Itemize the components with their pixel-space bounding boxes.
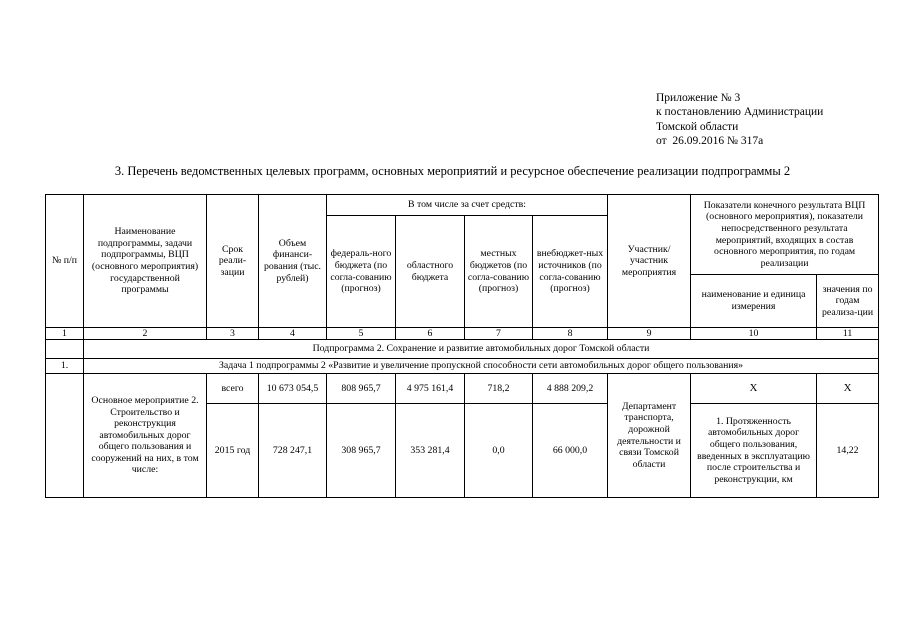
- row-federal: 808 965,7: [327, 374, 396, 404]
- appendix-block: [656, 91, 823, 148]
- row-term: всего: [207, 374, 259, 404]
- row-indicator-value: Х: [817, 374, 879, 404]
- subprogram-row: [46, 340, 879, 359]
- header-regional: областного бюджета: [396, 216, 465, 328]
- row-volume: 728 247,1: [259, 404, 327, 498]
- row-volume: 10 673 054,5: [259, 374, 327, 404]
- column-number: 6: [396, 328, 465, 340]
- row-extra: 4 888 209,2: [533, 374, 608, 404]
- column-number: 1: [46, 328, 84, 340]
- column-number: 3: [207, 328, 259, 340]
- task-title: Задача 1 подпрограммы 2 «Развитие и увеличение пропускной способности сети автомобильных дорог общего пользования»: [84, 359, 879, 374]
- appendix-line: Приложение № 3: [656, 92, 741, 104]
- row-indicator-name: 1. Протяженность автомобильных дорог общего пользования, введенных в эксплуатацию после строительства и реконструкции, км: [691, 404, 817, 498]
- event-num-cell: [46, 374, 84, 498]
- header-ind-values: значения по годам реализа-ции: [817, 275, 879, 328]
- task-num: 1.: [46, 359, 84, 374]
- header-federal: федераль-ного бюджета (по согла-сованию (прогноз): [327, 216, 396, 328]
- row-indicator-value: 14,22: [817, 404, 879, 498]
- header-local: местных бюджетов (по согла-сованию (прогноз): [465, 216, 533, 328]
- row-term: 2015 год: [207, 404, 259, 498]
- column-number: 4: [259, 328, 327, 340]
- appendix-line: к постановлению Администрации: [656, 106, 824, 119]
- row-extra: 66 000,0: [533, 404, 608, 498]
- subprogram-num-cell: [46, 340, 84, 359]
- main-event-name: Основное мероприятие 2. Строительство и реконструкция автомобильных дорог общего пользования и сооружений на них, в том числе:: [84, 374, 207, 498]
- row-regional: 353 281,4: [396, 404, 465, 498]
- column-number: 9: [608, 328, 691, 340]
- column-number: 8: [533, 328, 608, 340]
- header-extra: внебюджет-ных источников (по согла-сованию (прогноз): [533, 216, 608, 328]
- task-row: [46, 359, 879, 374]
- header-num: № п/п: [46, 195, 84, 328]
- header-ind-name: наименование и единица измерения: [691, 275, 817, 328]
- column-number-row: [46, 328, 879, 340]
- row-local: 718,2: [465, 374, 533, 404]
- row-federal: 308 965,7: [327, 404, 396, 498]
- header-term: Срок реали-зации: [207, 195, 259, 328]
- header-including: В том числе за счет средств:: [327, 195, 608, 216]
- row-regional: 4 975 161,4: [396, 374, 465, 404]
- document-title: 3. Перечень ведомственных целевых программ, основных мероприятий и ресурсное обеспечение реализации подпрограммы 2: [114, 164, 791, 178]
- row-local: 0,0: [465, 404, 533, 498]
- column-number: 10: [691, 328, 817, 340]
- subprogram-title: Подпрограмма 2. Сохранение и развитие автомобильных дорог Томской области: [84, 340, 879, 359]
- program-table: [45, 194, 879, 498]
- column-number: 2: [84, 328, 207, 340]
- header-participant: Участник/ участник мероприятия: [608, 195, 691, 328]
- appendix-line: Томской области: [656, 120, 739, 133]
- column-number: 5: [327, 328, 396, 340]
- header-row-1: [46, 195, 879, 216]
- column-number: 7: [465, 328, 533, 340]
- row-indicator-name: Х: [691, 374, 817, 404]
- header-indicators: Показатели конечного результата ВЦП (основного мероприятия), показатели непосредственного результата мероприятий, входящих в состав основного мероприятия, по годам реализации: [691, 195, 879, 275]
- header-volume: Объем финанси-рования (тыс. рублей): [259, 195, 327, 328]
- header-name: Наименование подпрограммы, задачи подпрограммы, ВЦП (основного мероприятия) государственной программы: [84, 195, 207, 328]
- table-row: [46, 374, 879, 404]
- appendix-date-line: от 26.09.2016 № 317а: [656, 134, 764, 147]
- main-event-participant: Департамент транспорта, дорожной деятельности и связи Томской области: [608, 374, 691, 498]
- column-number: 11: [817, 328, 879, 340]
